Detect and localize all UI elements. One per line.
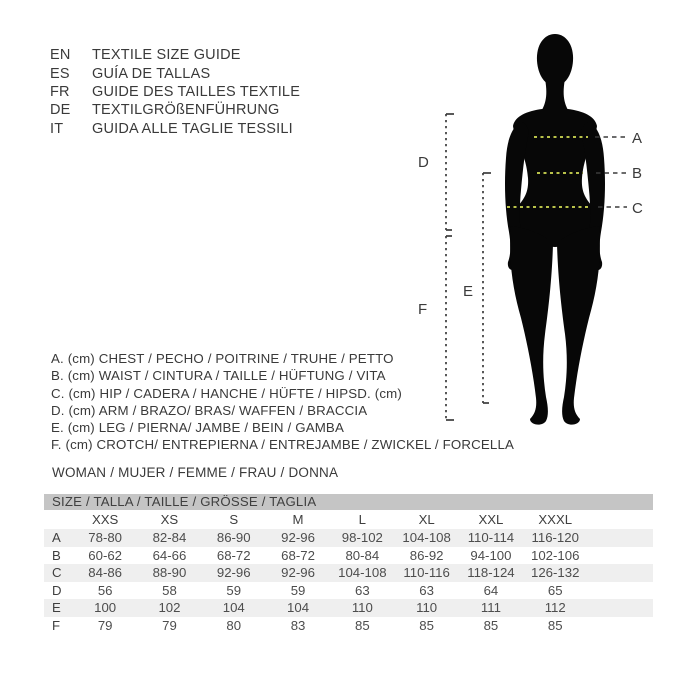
legend-line-waist: B. (cm) WAIST / CINTURA / TAILLE / HÜFTUNG / VITA	[51, 368, 386, 384]
measurement-legend	[51, 350, 514, 454]
table-cell: 85	[419, 617, 434, 633]
table-row-arm	[44, 582, 653, 600]
table-cell: 84-86	[88, 565, 123, 581]
table-cell: 83	[290, 617, 306, 633]
legend-line-leg: E. (cm) LEG / PIERNA/ JAMBE / BEIN / GAMBA	[51, 420, 344, 436]
language-title: TEXTILGRÖßENFÜHRUNG	[92, 102, 280, 119]
table-cell: 86-92	[409, 547, 444, 563]
table-cell: 126-132	[531, 565, 580, 581]
table-cell: 100	[94, 600, 117, 616]
table-cell: 98-102	[341, 530, 383, 546]
table-cell: 118-124	[467, 565, 515, 581]
table-cell: 86-90	[216, 530, 251, 546]
table-cell: 59	[290, 582, 306, 598]
table-cell: 63	[419, 582, 434, 598]
table-row-chest	[44, 529, 653, 547]
row-label: D	[52, 582, 62, 598]
gender-heading: WOMAN / MUJER / FEMME / FRAU / DONNA	[52, 465, 339, 480]
column-header: XXXL	[538, 512, 573, 527]
row-label: E	[52, 600, 61, 616]
table-cell: 59	[226, 582, 242, 598]
table-cell: 104	[222, 600, 245, 616]
table-cell: 94-100	[470, 547, 512, 563]
legend-line-crotch: F. (cm) CROTCH/ ENTREPIERNA / ENTREJAMBE / ZWICKEL / FORCELLA	[51, 437, 515, 453]
table-cell: 110-116	[403, 565, 450, 581]
language-code: IT	[50, 120, 64, 137]
language-row	[50, 120, 300, 138]
table-cell: 92-96	[216, 565, 251, 581]
table-cell: 112	[544, 600, 566, 616]
table-row-leg	[44, 599, 653, 617]
column-header: M	[292, 512, 304, 527]
language-title: GUÍA DE TALLAS	[92, 65, 211, 82]
table-cell: 110	[416, 600, 438, 616]
table-cell: 85	[355, 617, 370, 633]
row-label: C	[52, 565, 62, 581]
table-cell: 68-72	[216, 547, 251, 563]
language-row	[50, 101, 300, 119]
table-cell: 104	[287, 600, 310, 616]
language-row	[50, 83, 300, 101]
column-header: XXL	[478, 512, 504, 527]
table-cell: 79	[162, 617, 177, 633]
table-cell: 68-72	[281, 547, 315, 563]
table-row-hip	[44, 564, 653, 582]
table-cell: 111	[480, 600, 501, 616]
table-cell: 88-90	[152, 565, 187, 581]
leg-marker-label: E	[463, 283, 474, 300]
table-cell: 56	[97, 582, 113, 598]
language-code: EN	[50, 47, 71, 64]
legend-line-hip: C. (cm) HIP / CADERA / HANCHE / HÜFTE / HIPSD. (cm)	[51, 385, 402, 401]
size-table	[44, 494, 653, 634]
legend-line-arm: D. (cm) ARM / BRAZO/ BRAS/ WAFFEN / BRACCIA	[51, 402, 368, 418]
row-label: F	[52, 617, 61, 633]
language-title-list	[50, 46, 300, 138]
arm-marker-label: D	[418, 154, 429, 171]
language-title: GUIDA ALLE TAGLIE TESSILI	[92, 120, 293, 137]
table-cell: 80-84	[345, 547, 380, 563]
woman-silhouette-icon	[505, 34, 605, 425]
table-cell: 92-96	[281, 565, 315, 581]
legend-line-chest: A. (cm) CHEST / PECHO / POITRINE / TRUHE / PETTO	[51, 351, 394, 366]
language-code: FR	[50, 83, 70, 100]
table-cell: 110-114	[467, 530, 515, 546]
table-cell: 85	[547, 617, 563, 633]
table-cell: 92-96	[281, 530, 315, 546]
row-label: A	[52, 530, 61, 546]
language-code: ES	[50, 65, 70, 82]
table-cell: 78-80	[88, 530, 123, 546]
waist-marker-label: B	[632, 165, 643, 182]
language-code: DE	[50, 102, 71, 119]
table-cell: 116-120	[531, 530, 579, 546]
table-cell: 104-108	[402, 530, 451, 546]
table-cell: 80	[226, 617, 242, 633]
table-row-waist	[44, 547, 653, 565]
chest-marker-label: A	[632, 130, 643, 147]
column-header: XXS	[91, 512, 119, 527]
table-cell: 82-84	[152, 530, 187, 546]
table-row-crotch	[44, 617, 653, 635]
language-title: GUIDE DES TAILLES TEXTILE	[92, 83, 301, 100]
column-header: XS	[160, 512, 179, 527]
table-cell: 60-62	[88, 547, 123, 563]
column-header: L	[358, 512, 366, 527]
table-cell: 64-66	[152, 547, 187, 563]
row-label: B	[52, 547, 61, 563]
size-table-title-bar: SIZE / TALLA / TAILLE / GRÖSSE / TAGLIA	[44, 494, 653, 510]
table-cell: 79	[97, 617, 113, 633]
language-row	[50, 46, 300, 64]
table-cell: 85	[483, 617, 499, 633]
language-title: TEXTILE SIZE GUIDE	[92, 47, 241, 64]
table-cell: 65	[547, 582, 563, 598]
table-cell: 102-106	[531, 547, 580, 563]
language-row	[50, 64, 300, 82]
table-cell: 58	[162, 582, 177, 598]
table-cell: 102	[158, 600, 181, 616]
hip-marker-label: C	[632, 200, 643, 217]
table-cell: 63	[355, 582, 370, 598]
column-header: S	[229, 512, 239, 527]
crotch-marker-label: F	[418, 301, 428, 318]
table-cell: 110	[351, 600, 373, 616]
table-cell: 64	[483, 582, 499, 598]
column-header: XL	[418, 512, 435, 527]
size-table-header-row	[44, 510, 653, 529]
table-cell: 104-108	[338, 565, 387, 581]
